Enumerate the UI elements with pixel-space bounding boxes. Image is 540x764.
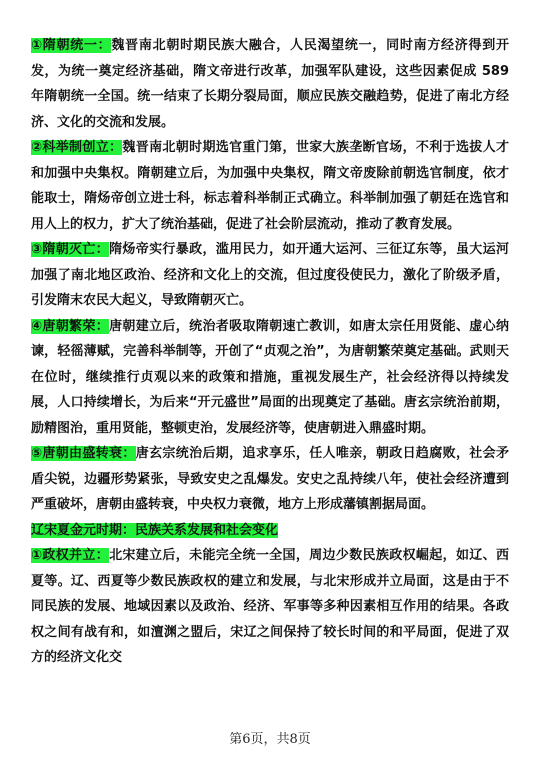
document-body <box>31 33 509 671</box>
section-title-text: 辽宋夏金元时期：民族关系发展和社会变化 <box>31 522 279 538</box>
paragraph-sui-fall <box>31 237 509 314</box>
paragraph-keju-system <box>31 135 509 237</box>
paragraph-heading: ①政权并立： <box>31 548 110 563</box>
paragraph-regime-coexistence <box>31 543 509 671</box>
paragraph-heading: ②科举制创立： <box>31 140 123 155</box>
paragraph-heading: ③隋朝灭亡： <box>31 242 110 257</box>
paragraph-heading: ①隋朝统一： <box>31 38 112 53</box>
paragraph-sui-unification <box>31 33 509 135</box>
paragraph-tang-prosperity <box>31 314 509 442</box>
paragraph-text: 唐玄宗统治后期，追求享乐，任人唯亲，朝政日趋腐败，社会矛盾尖锐，边疆形势紧张，导致安史之乱爆发。安史之乱持续八年，使社会经济遭到严重破坏，唐朝由盛转衰，中央权力衰微，地方上形成藩镇割据局面。 <box>31 446 509 512</box>
section-title <box>31 518 509 544</box>
paragraph-text: 唐朝建立后，统治者吸取隋朝速亡教训，如唐太宗任用贤能、虚心纳谏，轻徭薄赋，完善科举制等，开创了“贞观之治”，为唐朝繁荣奠定基础。武则天在位时，继续推行贞观以来的政策和措施，重视发展生产，社会经济得以持续发展，人口持续增长，为后来“开元盛世”局面的出现奠定了基础。唐玄宗统治前期，励精图治，重用贤能，整顿吏治，发展经济等，使唐朝进入鼎盛时期。 <box>31 318 509 436</box>
paragraph-heading: ⑤唐朝由盛转衰： <box>31 446 136 461</box>
paragraph-tang-decline <box>31 441 509 518</box>
paragraph-text: 魏晋南北朝时期选官重门第，世家大族垄断官场，不利于选拔人才和加强中央集权。隋朝建立后，为加强中央集权，隋文帝废除前朝选官制度，依才能取士，隋炀帝创立进士科，标志着科举制正式确立。科举制加强了朝廷在选官和用人上的权力，扩大了统治基础，促进了社会阶层流动，推动了教育发展。 <box>31 140 509 232</box>
paragraph-text: 北宋建立后，未能完全统一全国，周边少数民族政权崛起，如辽、西夏等。辽、西夏等少数民族政权的建立和发展，与北宋形成并立局面，这是由于不同民族的发展、地域因素以及政治、经济、军事等多种因素相互作用的结果。各政权之间有战有和，如澶渊之盟后，宋辽之间保持了较长时间的和平局面，促进了双方的经济文化交 <box>31 548 509 665</box>
paragraph-text: 魏晋南北朝时期民族大融合，人民渴望统一，同时南方经济得到开发，为统一奠定经济基础，隋文帝进行改革，加强军队建设，这些因素促成 589 年隋朝统一全国。统一结束了长期分裂局面，顺应民族交融趋势，促进了南北方经济、文化的交流和发展。 <box>31 38 509 130</box>
paragraph-heading: ④唐朝繁荣： <box>31 318 110 334</box>
paragraph-text: 隋炀帝实行暴政，滥用民力，如开通大运河、三征辽东等，虽大运河加强了南北地区政治、经济和文化上的交流，但过度役使民力，激化了阶级矛盾，引发隋末农民大起义，导致隋朝灭亡。 <box>31 242 509 308</box>
page-number-footer: 第6页，共8页 <box>229 732 311 747</box>
